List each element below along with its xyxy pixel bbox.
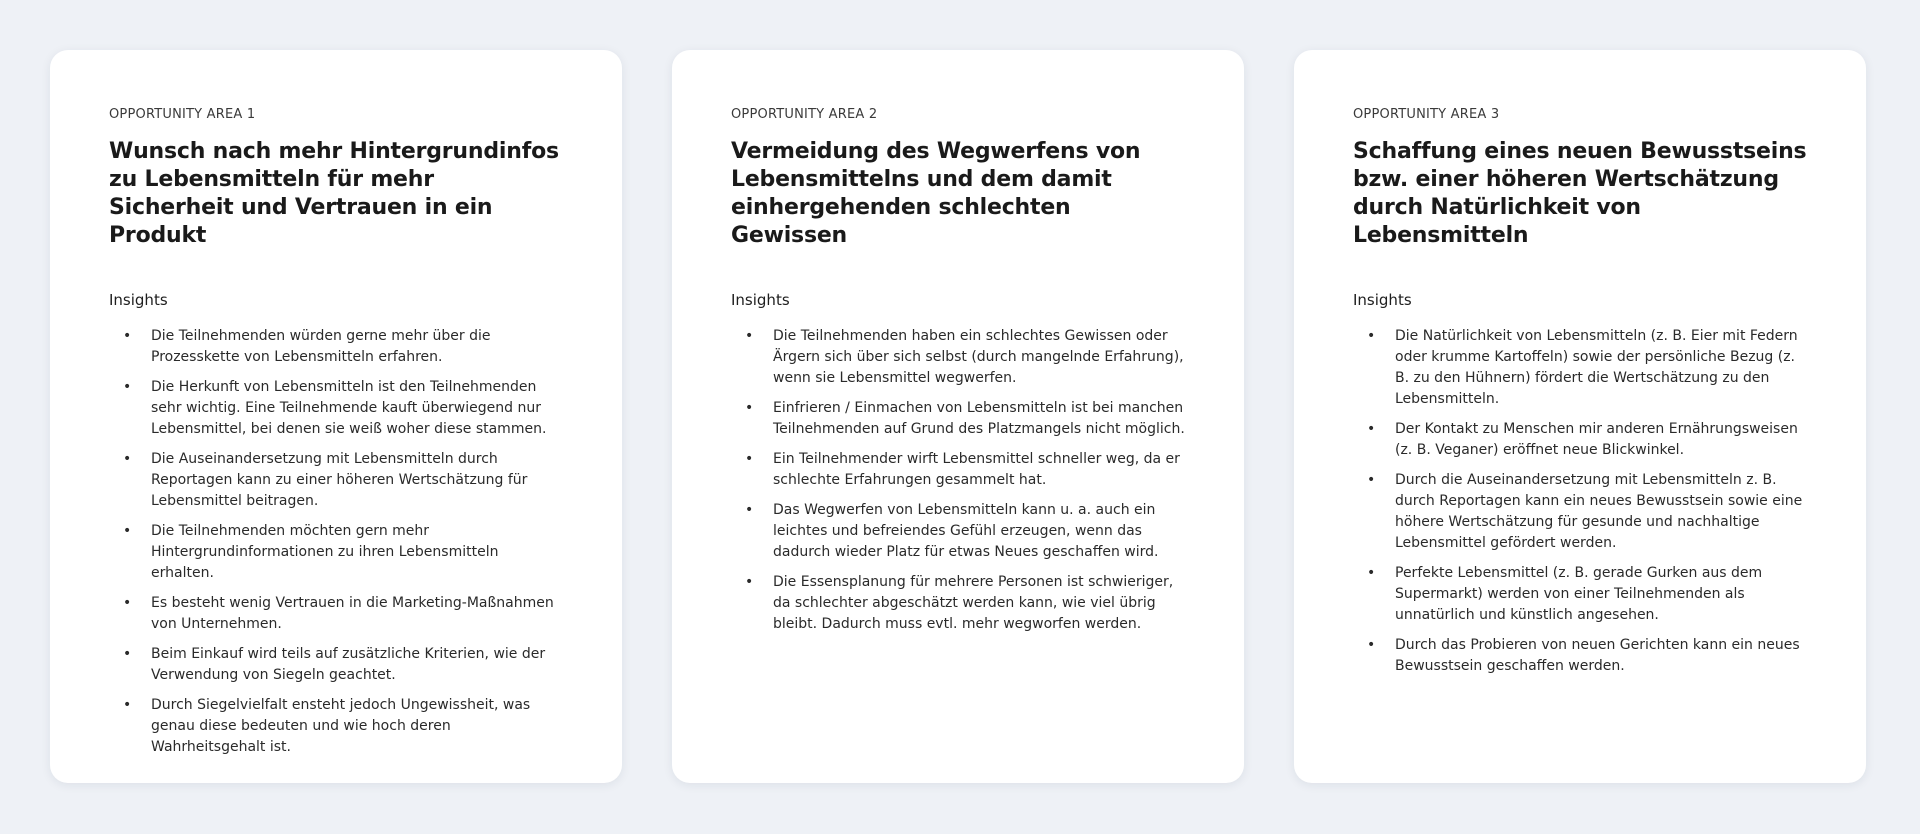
opportunity-card-1 xyxy=(50,50,622,783)
opportunity-card-3 xyxy=(1294,50,1866,783)
insight-item: • Durch das Probieren von neuen Gerichten kann ein neues Bewusstsein geschaffen werden. xyxy=(1353,635,1808,677)
insight-item: • Es besteht wenig Vertrauen in die Marketing-Maßnahmen von Unternehmen. xyxy=(109,593,564,635)
insight-item: • Die Teilnehmenden möchten gern mehr Hintergrundinformationen zu ihren Lebensmitteln erhalten. xyxy=(109,521,564,584)
card-eyebrow: OPPORTUNITY AREA 3 xyxy=(1353,107,1500,122)
insight-item: • Der Kontakt zu Menschen mir anderen Ernährungsweisen (z. B. Veganer) eröffnet neue Blickwinkel. xyxy=(1353,419,1808,461)
insight-item: • Ein Teilnehmender wirft Lebensmittel schneller weg, da er schlechte Erfahrungen gesammelt hat. xyxy=(731,449,1186,491)
insight-item: • Perfekte Lebensmittel (z. B. gerade Gurken aus dem Supermarkt) werden von einer Teilnehmenden als unnatürlich und künstlich angesehen. xyxy=(1353,563,1808,626)
insights-heading: Insights xyxy=(109,291,168,309)
insights-list xyxy=(731,326,1186,635)
insight-item: • Die Herkunft von Lebensmitteln ist den Teilnehmenden sehr wichtig. Eine Teilnehmende kauft überwiegend nur Lebensmittel, bei denen sie weiß woher diese stammen. xyxy=(109,377,564,440)
insight-item: • Einfrieren / Einmachen von Lebensmitteln ist bei manchen Teilnehmenden auf Grund des Platzmangels nicht möglich. xyxy=(731,398,1186,440)
card-eyebrow: OPPORTUNITY AREA 2 xyxy=(731,107,878,122)
insights-list xyxy=(109,326,564,758)
card-title: Wunsch nach mehr Hintergrundinfos zu Lebensmitteln für mehr Sicherheit und Vertrauen in ein Produkt xyxy=(109,139,559,248)
insight-item: • Die Auseinandersetzung mit Lebensmitteln durch Reportagen kann zu einer höheren Wertschätzung für Lebensmittel beitragen. xyxy=(109,449,564,512)
insight-item: • Die Essensplanung für mehrere Personen ist schwieriger, da schlechter abgeschätzt werden kann, wie viel übrig bleibt. Dadurch muss evtl. mehr wegworfen werden. xyxy=(731,572,1186,635)
insight-item: • Durch die Auseinandersetzung mit Lebensmitteln z. B. durch Reportagen kann ein neues Bewusstsein sowie eine höhere Wertschätzung für gesunde und nachhaltige Lebensmittel gefördert werden. xyxy=(1353,470,1808,554)
insight-item: • Die Teilnehmenden würden gerne mehr über die Prozesskette von Lebensmitteln erfahren. xyxy=(109,326,564,368)
insight-item: • Beim Einkauf wird teils auf zusätzliche Kriterien, wie der Verwendung von Siegeln geachtet. xyxy=(109,644,564,686)
card-eyebrow: OPPORTUNITY AREA 1 xyxy=(109,107,256,122)
card-title: Vermeidung des Wegwerfens von Lebensmittelns und dem damit einhergehenden schlechten Gewissen xyxy=(731,139,1141,248)
opportunity-card-2 xyxy=(672,50,1244,783)
insight-item: • Das Wegwerfen von Lebensmitteln kann u. a. auch ein leichtes und befreiendes Gefühl erzeugen, wenn das dadurch wieder Platz für etwas Neues geschaffen wird. xyxy=(731,500,1186,563)
card-title: Schaffung eines neuen Bewusstseins bzw. einer höheren Wertschätzung durch Natürlichkeit von Lebensmitteln xyxy=(1353,139,1807,248)
insight-item: • Die Teilnehmenden haben ein schlechtes Gewissen oder Ärgern sich über sich selbst (durch mangelnde Erfahrung), wenn sie Lebensmittel wegwerfen. xyxy=(731,326,1186,389)
insights-list xyxy=(1353,326,1808,677)
insight-item: • Die Natürlichkeit von Lebensmitteln (z. B. Eier mit Federn oder krumme Kartoffeln) sowie der persönliche Bezug (z. B. zu den Hühnern) fördert die Wertschätzung zu den Lebensmitteln. xyxy=(1353,326,1808,410)
insights-heading: Insights xyxy=(1353,291,1412,309)
insights-heading: Insights xyxy=(731,291,790,309)
insight-item: • Durch Siegelvielfalt ensteht jedoch Ungewissheit, was genau diese bedeuten und wie hoch deren Wahrheitsgehalt ist. xyxy=(109,695,564,758)
